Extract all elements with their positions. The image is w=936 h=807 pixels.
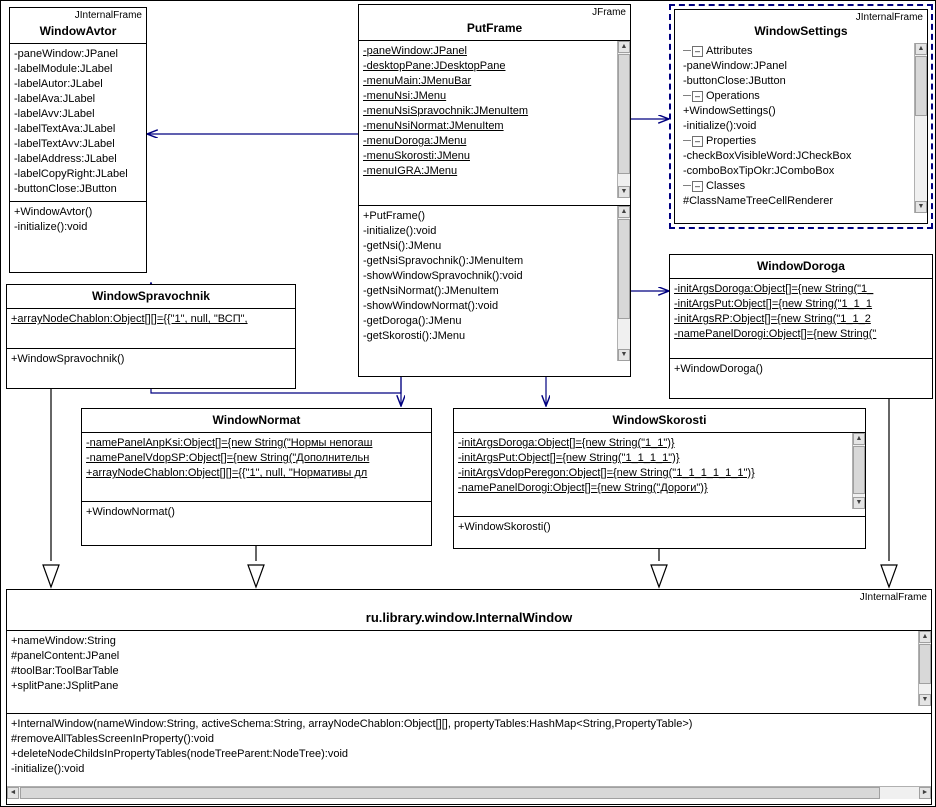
- tree-node[interactable]: [679, 134, 923, 149]
- tree-node[interactable]: [679, 149, 923, 164]
- attributes-compartment: [359, 41, 630, 205]
- class-title: WindowSpravochnik: [92, 289, 210, 303]
- tree-node-label: Properties: [706, 135, 757, 147]
- operation-row: -getNsiSpravochnik():JMenuItem: [363, 255, 524, 267]
- class-box-window-normat[interactable]: [81, 408, 432, 546]
- attribute-row: #toolBar:ToolBarTable: [11, 665, 119, 677]
- scrollbar-thumb[interactable]: [618, 219, 630, 319]
- attribute-row: -namePanelAnpKsi:Object[]={new String("Нормы непогаш: [86, 437, 373, 449]
- tree-node-label: -initialize():void: [683, 120, 757, 132]
- attributes-compartment: [82, 433, 431, 501]
- class-box-window-avtor[interactable]: [9, 7, 147, 273]
- tree-node[interactable]: [679, 194, 923, 209]
- attribute-row: -namePanelDorogi:Object[]={new String(": [674, 328, 877, 340]
- tree-node-label: -comboBoxTipOkr:JComboBox: [683, 165, 835, 177]
- attributes-compartment: [454, 433, 865, 516]
- attribute-row: -labelModule:JLabel: [14, 63, 113, 75]
- attribute-row: -menuNsiNormat:JMenuItem: [363, 120, 504, 132]
- attribute-row: +splitPane:JSplitPane: [11, 680, 119, 692]
- operation-row: +WindowDoroga(): [674, 363, 763, 375]
- attributes-scrollbar[interactable]: [918, 631, 931, 706]
- attribute-row: -labelCopyRight:JLabel: [14, 168, 128, 180]
- operation-row: -getDoroga():JMenu: [363, 315, 462, 327]
- operations-compartment: [82, 502, 431, 524]
- attribute-row: -paneWindow:JPanel: [14, 48, 118, 60]
- scrollbar-thumb[interactable]: [618, 54, 630, 174]
- class-title: WindowAvtor: [39, 24, 117, 38]
- operation-row: +InternalWindow(nameWindow:String, activeSchema:String, arrayNodeChablon:Object[][], propertyTables:HashMap<String,PropertyTable>): [11, 718, 693, 730]
- window-settings-inner: [674, 9, 928, 224]
- class-box-internal-window[interactable]: [6, 589, 932, 805]
- scroll-down-icon[interactable]: ▼: [853, 497, 865, 509]
- tree-node[interactable]: [679, 179, 923, 194]
- operation-row: -showWindowSpravochnik():void: [363, 270, 523, 282]
- class-title: WindowNormat: [212, 413, 301, 427]
- operation-row: -showWindowNormat():void: [363, 300, 499, 312]
- tree-node-label: -buttonClose:JButton: [683, 75, 786, 87]
- scroll-down-icon[interactable]: ▼: [618, 349, 630, 361]
- stereotype-label: JInternalFrame: [74, 10, 142, 21]
- class-box-window-spravochnik[interactable]: [6, 284, 296, 389]
- attribute-row: -buttonClose:JButton: [14, 183, 117, 195]
- class-box-window-skorosti[interactable]: [453, 408, 866, 549]
- stereotype-label: JInternalFrame: [855, 12, 923, 23]
- attribute-row: -labelAddress:JLabel: [14, 153, 117, 165]
- tree-node[interactable]: [679, 74, 923, 89]
- attribute-row: -initArgsDoroga:Object[]={new String("1_1")}: [458, 437, 675, 449]
- tree-node[interactable]: [679, 164, 923, 179]
- tree-node[interactable]: [679, 59, 923, 74]
- attributes-compartment: [670, 279, 932, 358]
- attribute-row: -menuDoroga:JMenu: [363, 135, 467, 147]
- attribute-row: -labelAva:JLabel: [14, 93, 96, 105]
- attribute-row: -labelAvv:JLabel: [14, 108, 95, 120]
- attribute-row: -labelTextAva:JLabel: [14, 123, 116, 135]
- class-box-window-doroga[interactable]: [669, 254, 933, 399]
- class-box-window-settings[interactable]: [669, 4, 933, 229]
- operations-compartment: [670, 359, 932, 381]
- class-title: ru.library.window.InternalWindow: [365, 610, 573, 625]
- operations-compartment: [7, 349, 295, 371]
- tree-collapse-icon[interactable]: –: [692, 181, 703, 192]
- attributes-scrollbar[interactable]: [617, 41, 630, 198]
- attribute-row: -paneWindow:JPanel: [363, 45, 467, 57]
- class-title: WindowSettings: [754, 24, 848, 38]
- operation-row: +WindowAvtor(): [14, 206, 93, 218]
- attribute-row: -menuSkorosti:JMenu: [363, 150, 470, 162]
- scrollbar-thumb[interactable]: [919, 644, 931, 684]
- class-title: WindowSkorosti: [612, 413, 707, 427]
- attribute-row: -labelAutor:JLabel: [14, 78, 103, 90]
- operation-row: -initialize():void: [14, 221, 88, 233]
- attributes-compartment: [7, 631, 931, 713]
- attribute-row: -initArgsPut:Object[]={new String("1_1_1_1")}: [458, 452, 680, 464]
- class-box-put-frame[interactable]: [358, 4, 631, 377]
- tree-line: [683, 95, 691, 97]
- operation-row: +WindowNormat(): [86, 506, 175, 518]
- operation-row: -getNsiNormat():JMenuItem: [363, 285, 499, 297]
- attribute-row: +nameWindow:String: [11, 635, 116, 647]
- attribute-row: +arrayNodeChablon:Object[][]={{"1", null, "Нормативы дл: [86, 467, 368, 479]
- scroll-down-icon[interactable]: ▼: [618, 186, 630, 198]
- operation-row: -initialize():void: [11, 763, 85, 775]
- scroll-down-icon[interactable]: ▼: [919, 694, 931, 706]
- operation-row: -getNsi():JMenu: [363, 240, 442, 252]
- attributes-compartment: [10, 44, 146, 201]
- operations-compartment: [10, 202, 146, 239]
- attributes-scrollbar[interactable]: [852, 433, 865, 509]
- tree-line: [683, 140, 691, 142]
- tree-node[interactable]: [679, 104, 923, 119]
- scroll-up-icon[interactable]: ▲: [915, 43, 927, 55]
- settings-scrollbar[interactable]: [914, 43, 927, 213]
- attribute-row: -menuNsiSpravochnik:JMenuItem: [363, 105, 529, 117]
- operation-row: +deleteNodeChildsInPropertyTables(nodeTreeParent:NodeTree):void: [11, 748, 349, 760]
- scroll-right-icon[interactable]: ►: [919, 787, 931, 799]
- operation-row: +WindowSpravochnik(): [11, 353, 125, 365]
- scroll-up-icon[interactable]: ▲: [853, 433, 865, 445]
- tree-node-label: Operations: [706, 90, 760, 102]
- attribute-row: #panelContent:JPanel: [11, 650, 120, 662]
- operations-scrollbar[interactable]: [617, 206, 630, 361]
- class-title: WindowDoroga: [757, 259, 845, 273]
- settings-tree[interactable]: [675, 43, 927, 218]
- tree-collapse-icon[interactable]: –: [692, 136, 703, 147]
- scroll-down-icon[interactable]: ▼: [915, 201, 927, 213]
- tree-node-label: -paneWindow:JPanel: [683, 60, 787, 72]
- tree-collapse-icon[interactable]: –: [692, 91, 703, 102]
- attribute-row: -desktopPane:JDesktopPane: [363, 60, 506, 72]
- operations-compartment: [454, 517, 865, 539]
- attribute-row: -menuMain:JMenuBar: [363, 75, 472, 87]
- tree-node-label: Attributes: [706, 45, 753, 57]
- attribute-row: -menuNsi:JMenu: [363, 90, 447, 102]
- attribute-row: -menuIGRA:JMenu: [363, 165, 458, 177]
- attribute-row: -namePanelVdopSP:Object[]={new String("Дополнительн: [86, 452, 370, 464]
- attribute-row: -initArgsPut:Object[]={new String("1_1_1: [674, 298, 873, 310]
- attribute-row: -initArgsRP:Object[]={new String("1_1_2: [674, 313, 871, 325]
- stereotype-label: JFrame: [592, 7, 626, 18]
- attribute-row: -initArgsDoroga:Object[]={new String("1_: [674, 283, 874, 295]
- operation-row: #removeAllTablesScreenInProperty():void: [11, 733, 214, 745]
- tree-node-label: +WindowSettings(): [683, 105, 776, 117]
- operation-row: -initialize():void: [363, 225, 437, 237]
- operation-row: +WindowSkorosti(): [458, 521, 551, 533]
- scroll-up-icon[interactable]: ▲: [618, 206, 630, 218]
- attribute-row: -labelTextAvv:JLabel: [14, 138, 115, 150]
- stereotype-label: JInternalFrame: [859, 592, 927, 603]
- operations-compartment: [359, 206, 630, 368]
- scrollbar-thumb[interactable]: [853, 446, 865, 494]
- attribute-row: -namePanelDorogi:Object[]={new String("Дороги")}: [458, 482, 708, 494]
- operations-compartment: [7, 714, 931, 799]
- attributes-compartment: [7, 309, 295, 348]
- tree-node-label: #ClassNameTreeCellRenderer: [683, 195, 833, 207]
- tree-node-label: -checkBoxVisibleWord:JCheckBox: [683, 150, 852, 162]
- operations-hscrollbar[interactable]: [7, 786, 931, 799]
- attribute-row: -initArgsVdopPeregon:Object[]={new String("1_1_1_1_1_1")}: [458, 467, 755, 479]
- tree-line: [683, 185, 691, 187]
- scroll-up-icon[interactable]: ▲: [919, 631, 931, 643]
- class-title: PutFrame: [466, 21, 523, 35]
- tree-line: [683, 50, 691, 52]
- tree-node[interactable]: [679, 89, 923, 104]
- tree-collapse-icon[interactable]: –: [692, 46, 703, 57]
- scrollbar-thumb[interactable]: [20, 787, 880, 799]
- operation-row: +PutFrame(): [363, 210, 426, 222]
- tree-node[interactable]: [679, 44, 923, 59]
- scrollbar-thumb[interactable]: [915, 56, 927, 116]
- attribute-row: +arrayNodeChablon:Object[][]={{"1", null, "ВСП",: [11, 313, 248, 325]
- operation-row: -getSkorosti():JMenu: [363, 330, 466, 342]
- tree-node[interactable]: [679, 119, 923, 134]
- tree-node-label: Classes: [706, 180, 746, 192]
- scroll-left-icon[interactable]: ◄: [7, 787, 19, 799]
- scroll-up-icon[interactable]: ▲: [618, 41, 630, 53]
